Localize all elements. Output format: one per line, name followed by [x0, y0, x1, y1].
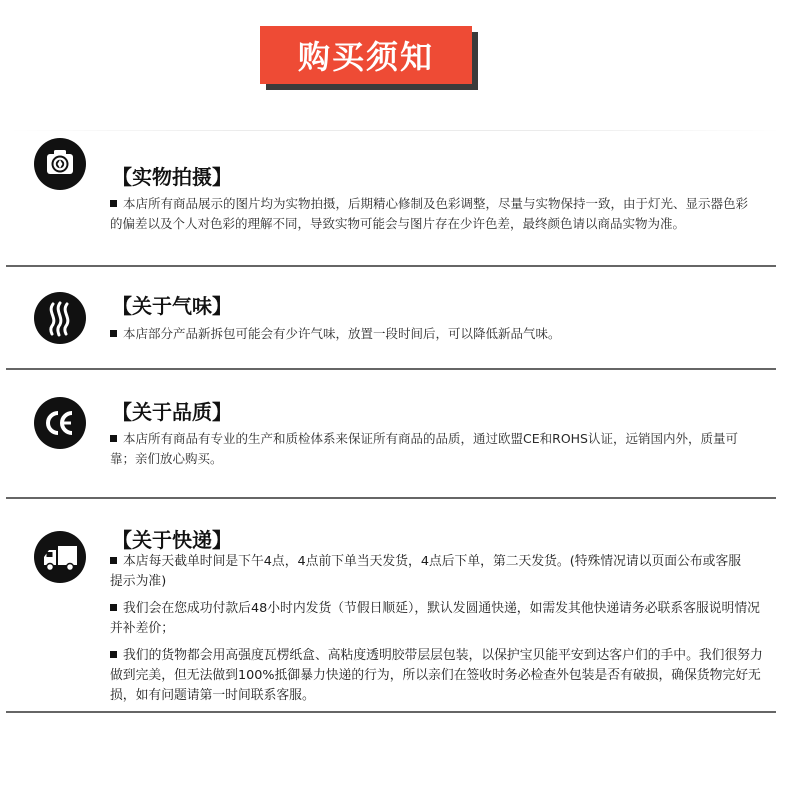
section-quality-text [110, 429, 750, 469]
bullet-icon [110, 330, 117, 337]
section-quality-title: 【关于品质】 [112, 400, 232, 424]
bullet-icon [110, 435, 117, 442]
bullet-icon [110, 200, 117, 207]
divider-2 [6, 368, 776, 370]
bullet-icon [110, 557, 117, 564]
divider-4 [6, 711, 776, 713]
section-delivery-text-2 [110, 599, 765, 639]
section-quality-paragraph: 本店所有商品有专业的生产和质检体系来保证所有商品的品质，通过欧盟CE和ROHS认证，远销国内外，质量可靠；亲们放心购买。 [110, 431, 738, 466]
section-delivery-paragraph-1: 本店每天截单时间是下午4点，4点前下单当天发货，4点后下单，第二天发货。(特殊情况请以页面公布或客服提示为准) [110, 554, 742, 589]
delivery-truck-icon [34, 531, 86, 583]
bullet-icon [110, 651, 117, 658]
section-odor-text [110, 324, 760, 344]
section-photo-title: 【实物拍摄】 [112, 165, 232, 189]
section-delivery-text-3 [110, 646, 770, 706]
section-photo-paragraph: 本店所有商品展示的图片均为实物拍摄，后期精心修制及色彩调整，尽量与实物保持一致，由于灯光、显示器色彩的偏差以及个人对色彩的理解不同，导致实物可能会与图片存在少许色差，最终颜色请以商品实物为准。 [110, 196, 749, 231]
odor-waves-icon [34, 292, 86, 344]
camera-icon [34, 138, 86, 190]
divider-1 [6, 265, 776, 267]
bullet-icon [110, 604, 117, 611]
section-photo-text [110, 194, 760, 234]
section-odor-title: 【关于气味】 [112, 294, 232, 318]
section-delivery-paragraph-2: 我们会在您成功付款后48小时内发货（节假日顺延），默认发圆通快递，如需发其他快递请务必联系客服说明情况并补差价； [110, 601, 760, 636]
purchase-notice-banner [260, 26, 472, 84]
section-odor-paragraph: 本店部分产品新拆包可能会有少许气味，放置一段时间后，可以降低新品气味。 [123, 326, 561, 341]
top-divider [8, 130, 782, 131]
section-delivery-text-1 [110, 552, 750, 592]
banner-title: 购买须知 [297, 38, 434, 76]
section-delivery-title: 【关于快递】 [112, 528, 232, 552]
divider-3 [6, 497, 776, 499]
ce-mark-icon [34, 397, 86, 449]
section-delivery-paragraph-3: 我们的货物都会用高强度瓦楞纸盒、高粘度透明胶带层层包装，以保护宝贝能平安到达客户们的手中。我们很努力做到完美，但无法做到100%抵御暴力快递的行为，所以亲们在签收时务必检查外包装是否有破损，确保货物完好无损，如有问题请第一时间联系客服。 [110, 648, 763, 703]
